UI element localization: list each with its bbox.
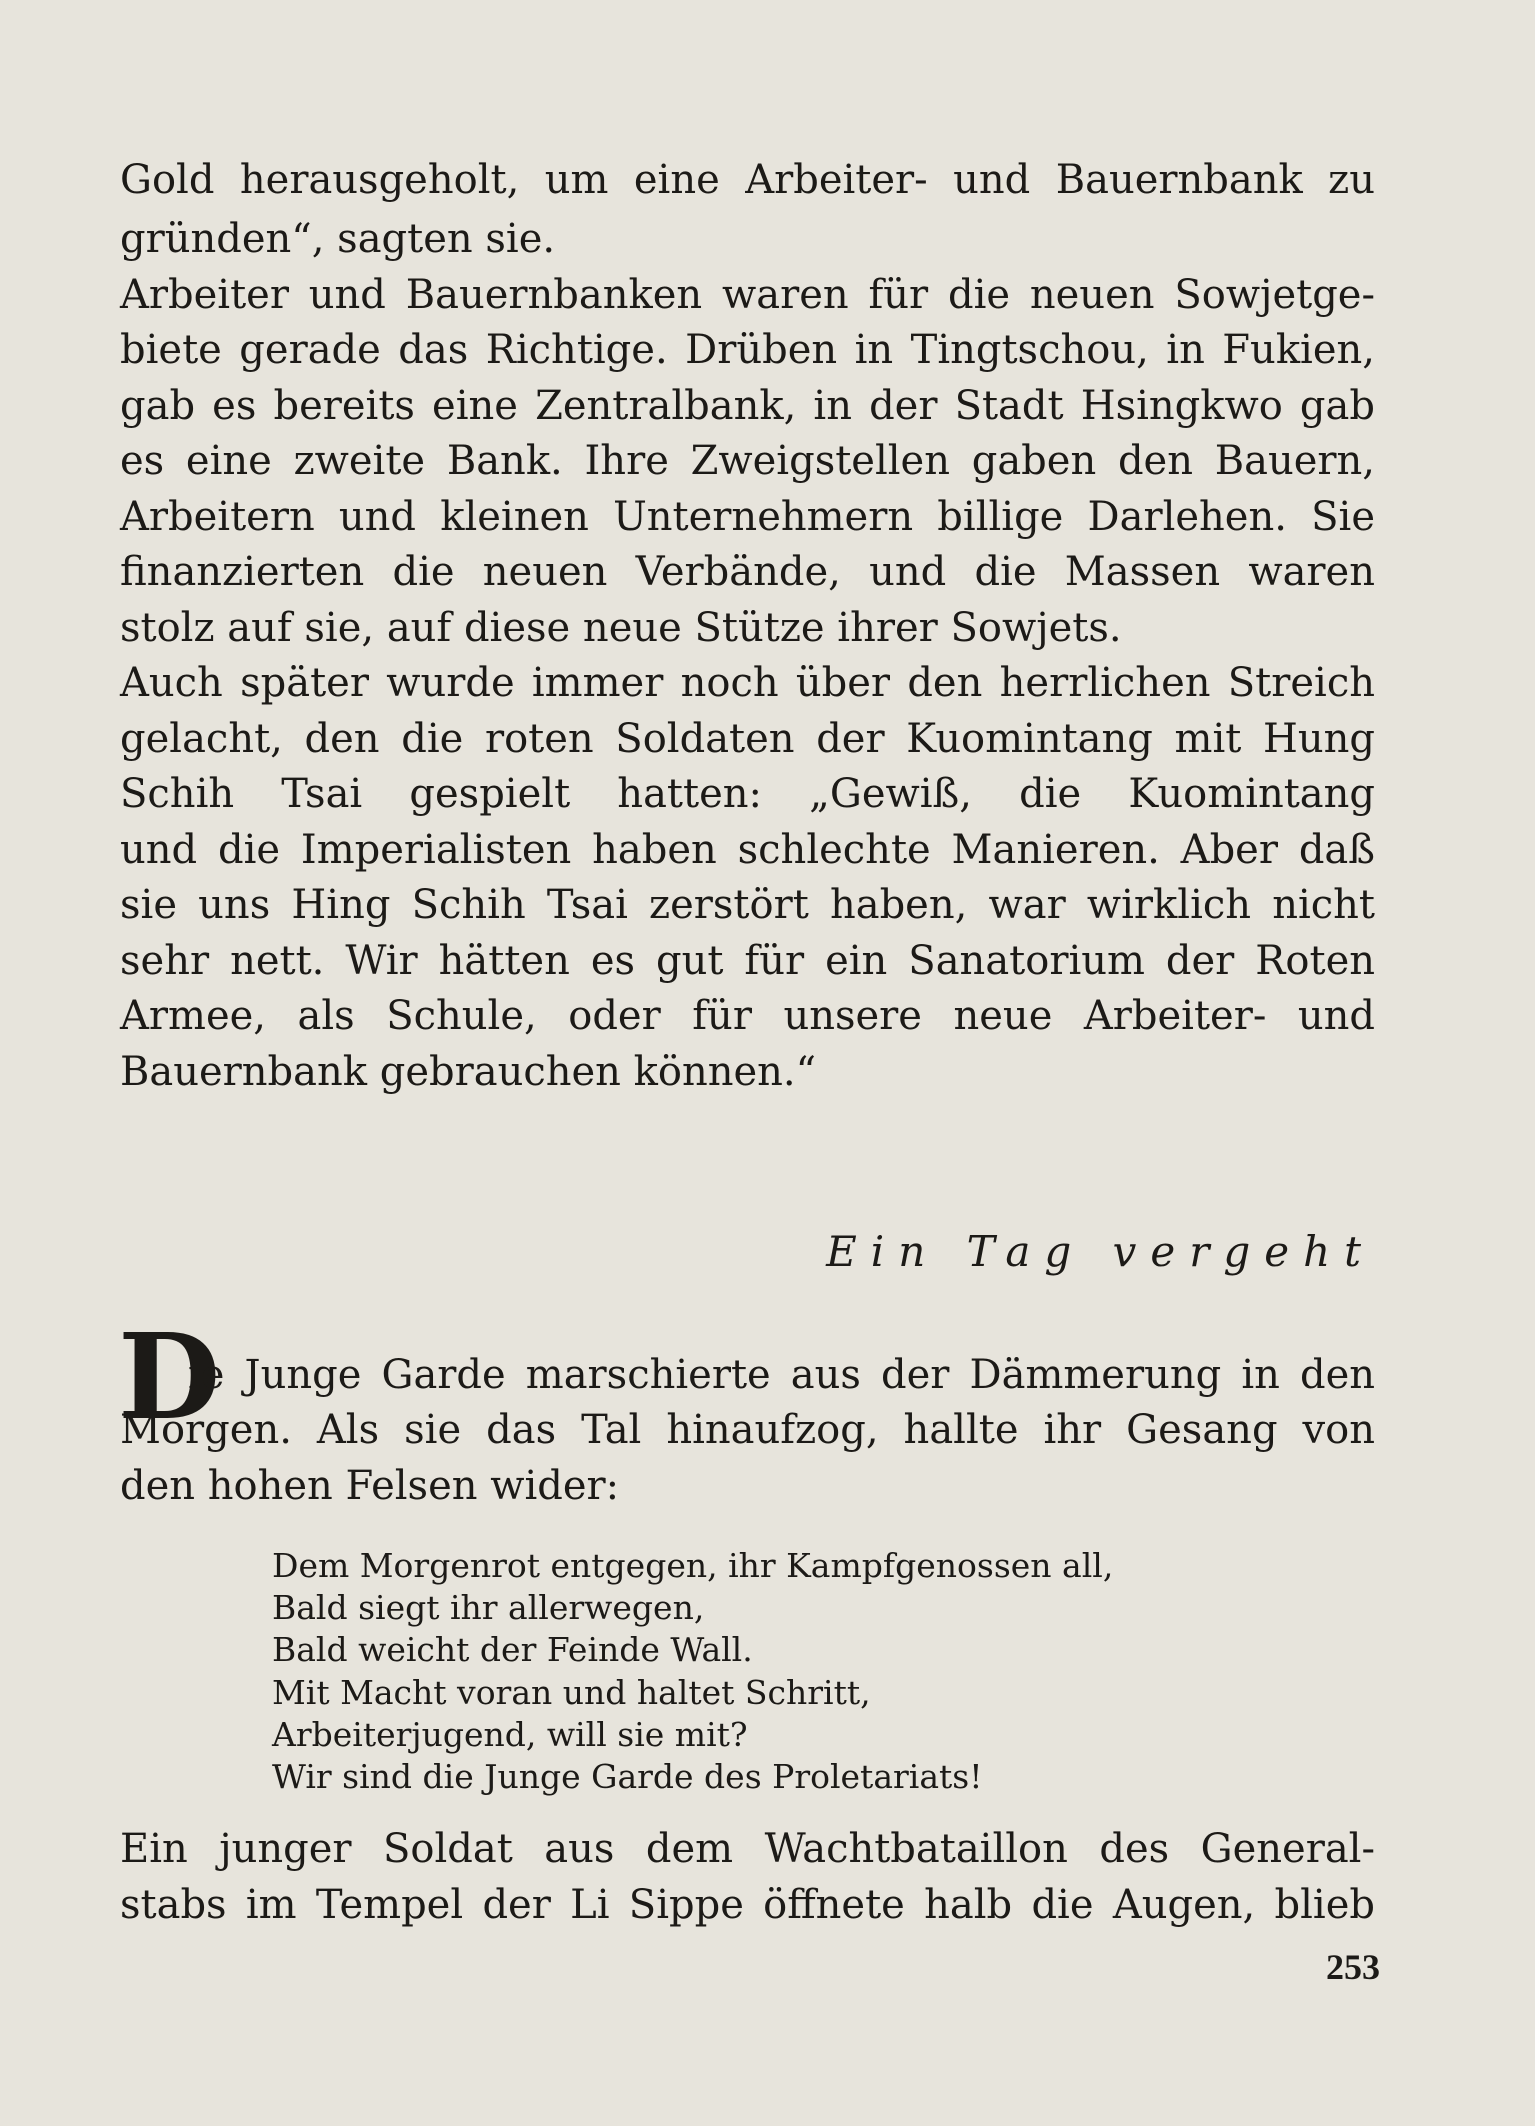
- text-line: gelacht, den die roten Soldaten der Kuomintang mit Hung: [120, 716, 1375, 762]
- text-line: stolz auf sie, auf diese neue Stütze ihrer Sowjets.: [120, 605, 1122, 651]
- text-line: Auch später wurde immer noch über den herrlichen Streich: [120, 660, 1375, 706]
- text-line: gab es bereits eine Zentralbank, in der Stadt Hsingkwo gab: [120, 383, 1375, 429]
- text-line: biete gerade das Richtige. Drüben in Tingtschou, in Fukien,: [120, 327, 1375, 373]
- verse-line: Mit Macht voran und haltet Schritt,: [272, 1673, 871, 1712]
- text-line: Armee, als Schule, oder für unsere neue Arbeiter- und: [120, 993, 1375, 1039]
- drop-cap: D: [118, 1307, 221, 1446]
- text-line: gründen“, sagten sie.: [120, 216, 556, 262]
- text-line: Schih Tsai gespielt hatten: „Gewiß, die Kuomintang: [120, 771, 1375, 817]
- verse-line: Wir sind die Junge Garde des Proletariats!: [272, 1757, 983, 1796]
- text-line: finanzierten die neuen Verbände, und die Massen waren: [120, 549, 1375, 595]
- verse-line: Bald weicht der Feinde Wall.: [272, 1630, 753, 1669]
- text-line: den hohen Felsen wider:: [120, 1463, 620, 1509]
- text-line: stabs im Tempel der Li Sippe öffnete halb die Augen, blieb: [120, 1882, 1375, 1928]
- text-line: Arbeiter und Bauernbanken waren für die neuen Sowjetge-: [120, 272, 1375, 318]
- text-line: Arbeitern und kleinen Unternehmern billige Darlehen. Sie: [120, 494, 1375, 540]
- verse-line: Dem Morgenrot entgegen, ihr Kampfgenossen all,: [272, 1546, 1114, 1585]
- text-line: Morgen. Als sie das Tal hinaufzog, hallte ihr Gesang von: [120, 1407, 1375, 1453]
- text-line: ie Junge Garde marschierte aus der Dämmerung in den: [188, 1352, 1375, 1398]
- section-heading: Ein Tag vergeht: [826, 1227, 1375, 1276]
- text-line: Bauernbank gebrauchen können.“: [120, 1049, 817, 1095]
- verse-line: Arbeiterjugend, will sie mit?: [272, 1715, 748, 1754]
- text-line: sehr nett. Wir hätten es gut für ein Sanatorium der Roten: [120, 938, 1375, 984]
- text-line: es eine zweite Bank. Ihre Zweigstellen gaben den Bauern,: [120, 438, 1375, 484]
- verse-line: Bald siegt ihr allerwegen,: [272, 1588, 705, 1627]
- text-line: Ein junger Soldat aus dem Wachtbataillon des General-: [120, 1826, 1375, 1872]
- page-number: 253: [1326, 1947, 1380, 1987]
- text-line: Gold herausgeholt, um eine Arbeiter- und Bauernbank zu: [120, 157, 1375, 203]
- text-line: und die Imperialisten haben schlechte Manieren. Aber daß: [120, 827, 1375, 873]
- text-line: sie uns Hing Schih Tsai zerstört haben, war wirklich nicht: [120, 882, 1375, 928]
